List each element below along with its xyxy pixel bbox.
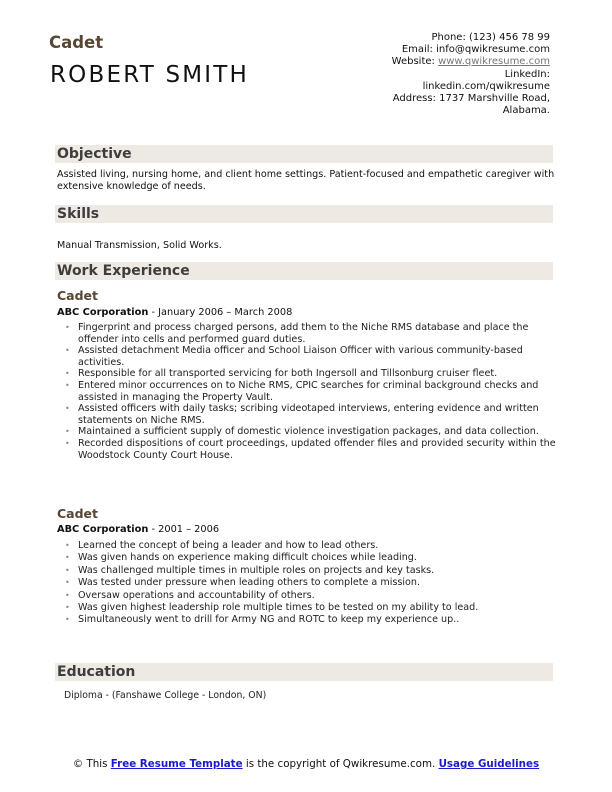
list-item: • Was challenged multiple times in multiple roles on projects and key tasks. [57,565,557,577]
list-item: • Was given hands on experience making difficult choices while leading. [57,552,557,564]
list-item: • Oversaw operations and accountability of others. [57,590,557,602]
email-value: info@qwikresume.com [436,44,550,56]
list-item: • Recorded dispositions of court proceedings, updated offender files and provided security within the Woodstock County Court House. [57,438,557,461]
objective-text: Assisted living, nursing home, and client home settings. Patient-focused and empathetic caregiver with extensive knowledge of needs. [57,169,555,192]
skills-text: Manual Transmission, Solid Works. [57,240,222,251]
contact-linkedin-value: linkedin.com/qwikresume [422,80,550,92]
job-2-bullet-list [57,540,557,627]
section-heading-education: Education [57,664,136,680]
contact-linkedin-label: LinkedIn: [504,68,550,80]
list-item: • Was tested under pressure when leading others to complete a mission. [57,577,557,589]
address-label: Address: [392,93,436,105]
contact-phone [320,32,550,44]
list-item: • Entered minor occurrences on to Niche RMS, CPIC searches for criminal background checks and assisted in managing the Property Vault. [57,380,557,403]
job-1-bullet-list [57,322,557,461]
list-item: • Was given highest leadership role multiple times to be tested on my ability to lead. [57,602,557,614]
section-heading-skills: Skills [57,206,100,222]
job-title-heading: Cadet [49,33,104,52]
job-2-title: Cadet [57,506,99,521]
section-bar-education [55,663,553,681]
section-heading-work-experience: Work Experience [57,263,190,279]
address-line1: 1737 Marshville Road, [439,93,550,105]
phone-value: (123) 456 78 99 [469,32,550,43]
job-1-company-line [57,307,292,318]
job-1-dates: - January 2006 – March 2008 [148,307,293,318]
phone-label: Phone: [431,32,466,43]
list-item: • Maintained a sufficient supply of domestic violence investigation packages, and data collection. [57,426,557,438]
candidate-name: ROBERT SMITH [50,62,250,88]
email-label: Email: [401,44,433,56]
job-2-company: ABC Corporation [57,524,149,535]
job-2-dates: - 2001 – 2006 [148,524,220,535]
website-label: Website: [391,56,435,68]
free-resume-template-link[interactable]: Free Resume Template [110,758,243,770]
list-item: • Fingerprint and process charged persons, add them to the Niche RMS database and place the offender into cells and performed guard duties. [57,322,557,345]
usage-guidelines-link[interactable]: Usage Guidelines [438,758,540,770]
list-item: • Responsible for all transported servicing for both Ingersoll and Tillsonburg cruiser fleet. [57,368,557,380]
footer-middle: is the copyright of Qwikresume.com. [242,758,439,770]
copyright-footer [60,758,552,771]
contact-address [320,93,550,105]
contact-email [320,44,550,56]
job-2-company-line [57,524,219,535]
list-item: • Assisted officers with daily tasks; scribing videotaped interviews, entering evidence and written statements on Niche RMS. [57,403,557,426]
section-bar-work-experience [55,262,553,280]
section-heading-objective: Objective [57,146,132,162]
contact-website [320,56,550,68]
list-item: • Learned the concept of being a leader and how to lead others. [57,540,557,552]
education-text: Diploma - (Fanshawe College - London, ON) [64,690,267,701]
footer-prefix: © This [72,758,111,770]
contact-block [320,32,550,117]
list-item: • Simultaneously went to drill for Army NG and ROTC to keep my experience up.. [57,614,557,626]
job-1-title: Cadet [57,288,99,303]
job-1-company: ABC Corporation [57,307,149,318]
section-bar-objective [55,145,553,163]
list-item: • Assisted detachment Media officer and School Liaison Officer with various community-based activities. [57,345,557,368]
website-link[interactable]: www.qwikresume.com [438,56,550,68]
section-bar-skills [55,205,553,223]
contact-address-line2: Alabama. [502,105,550,117]
